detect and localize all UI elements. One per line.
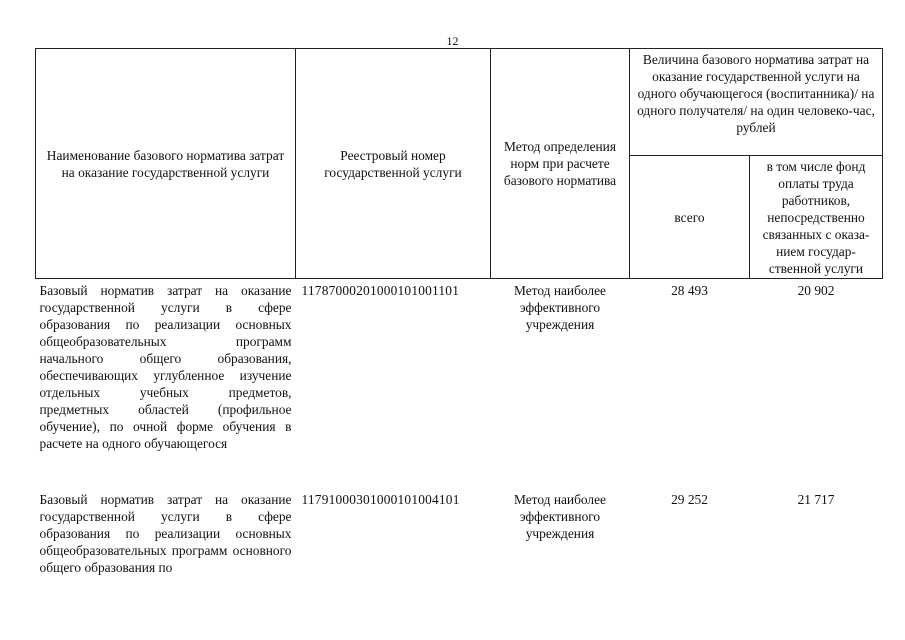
header-method: Метод определения норм при расчете базового норматива — [491, 49, 630, 279]
table-row — [36, 488, 883, 577]
table-header — [36, 49, 883, 279]
header-registry: Реестровый номер государственной услуги — [296, 49, 491, 279]
table-row — [36, 279, 883, 489]
row-registry-cell: 11791000301000101004101 — [301, 492, 460, 507]
table-body — [36, 279, 883, 578]
page-number: 12 — [446, 34, 459, 48]
row-name-cell: Базовый норматив затрат на оказание государственной услуги в сфере образования по реализации основных общеобразовательных программ основного общего образования по — [39, 492, 292, 575]
row-total-cell: 28 493 — [671, 283, 708, 298]
header-fund: в том числе фонд оплаты труда работников, непосредственно связанных с оказа-нием государ-ственной услуги — [750, 156, 883, 279]
row-fund-cell: 20 902 — [797, 283, 835, 298]
row-method-cell: Метод наиболее эффективного учреждения — [514, 492, 606, 541]
row-method-cell: Метод наиболее эффективного учреждения — [514, 283, 606, 332]
row-registry-cell: 11787000201000101001101 — [301, 283, 460, 298]
norms-table — [35, 48, 883, 577]
header-name: Наименование базового норматива затрат на оказание государственной услуги — [36, 49, 296, 279]
header-total: всего — [630, 156, 750, 279]
row-total-cell: 29 252 — [671, 492, 708, 507]
row-name-cell: Базовый норматив затрат на оказание государственной услуги в сфере образования по реализации основных общеобразовательных программ начального общего образования, обеспечивающих углубленное изучение отдельных учебных предметов, предметных областей (профильное обучение), по очной форме обучения в расчете на одного обучающегося — [39, 283, 292, 451]
row-fund-cell: 21 717 — [797, 492, 835, 507]
header-value: Величина базового норматива затрат на оказание государственной услуги на одного обучающегося (воспитанника)/ на одного получателя/ на один человеко-час, рублей — [630, 49, 883, 156]
